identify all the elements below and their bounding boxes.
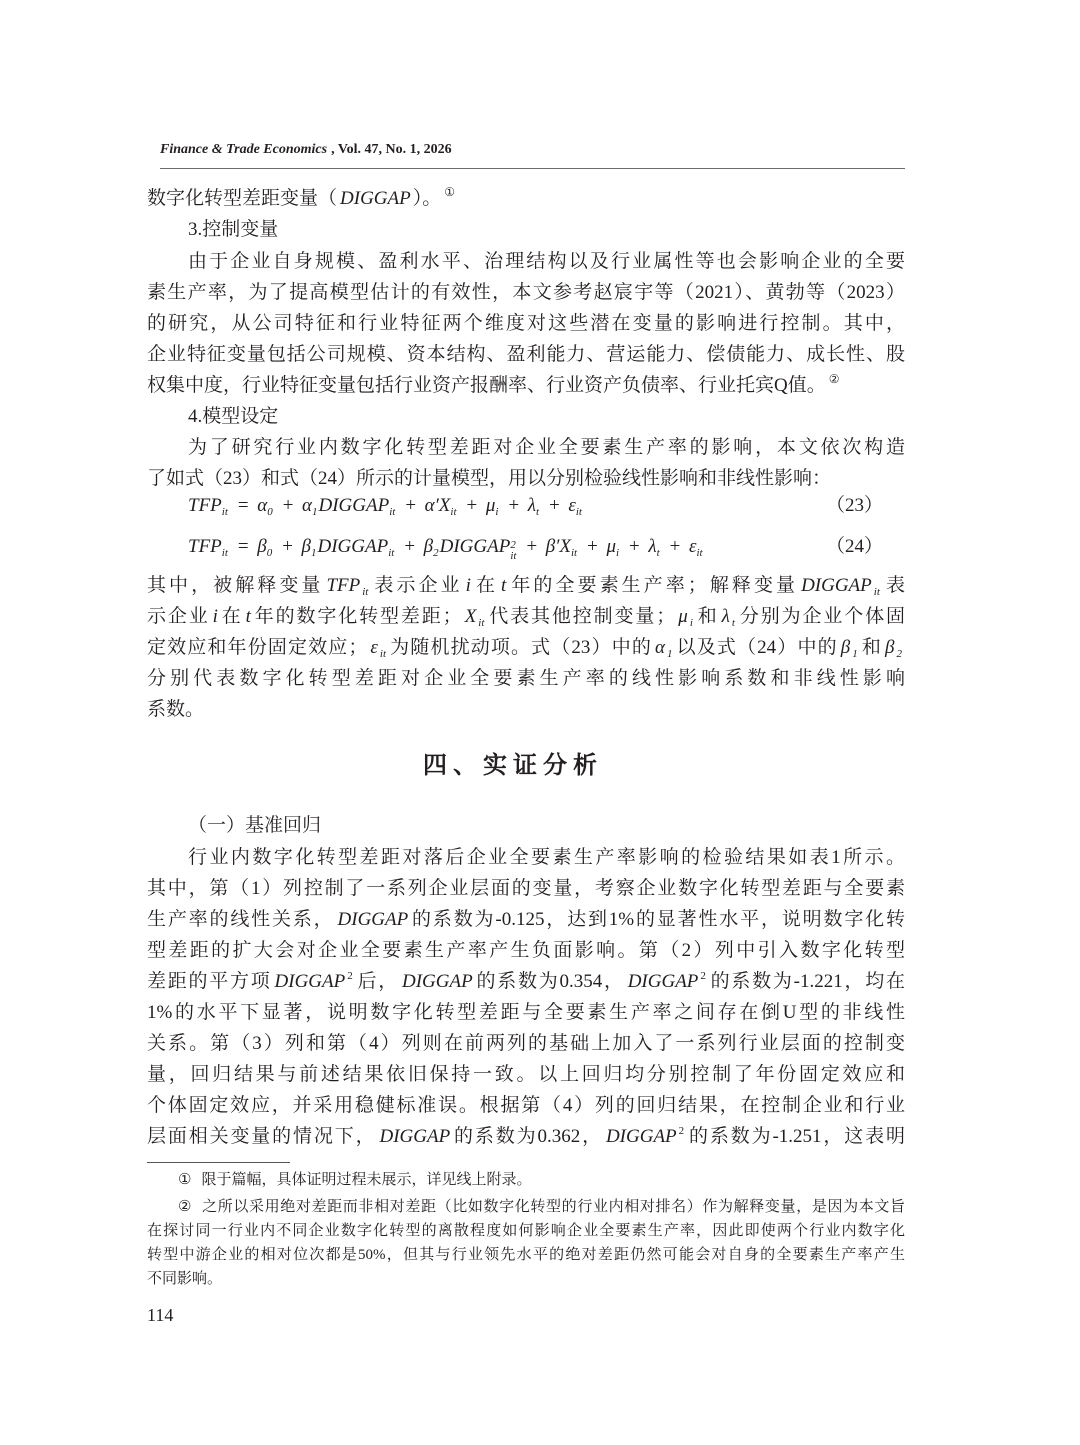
text-line: 的研究，从公司特征和行业特征两个维度对这些潜在变量的影响进行控制。其中， (147, 313, 905, 334)
variable: DIGGAP (379, 1126, 451, 1147)
subscript: it (379, 648, 387, 660)
equation-24 (188, 535, 704, 562)
text-line (147, 574, 905, 598)
text-line: 素生产率，为了提高模型估计的有效性，本文参考赵宸宇等（2021）、黄勃等（2023） (147, 282, 905, 303)
subscript: i (495, 506, 499, 518)
text-segment: 的系数为-1.251，这表明 (687, 1126, 905, 1147)
equation-23 (188, 494, 583, 518)
eq-term: + μ (578, 536, 616, 557)
text-segment: 其中，被解释变量 (147, 575, 324, 596)
footnote-2-line: 转型中游企业的相对位次都是50%，但其与行业领先水平的绝对差距仍然可能会对自身的全要素生产率产生 (147, 1247, 905, 1263)
text-line: 行业内数字化转型差距对落后企业全要素生产率影响的检验结果如表1所示。 (188, 847, 905, 868)
variable: t (501, 575, 507, 596)
text-segment: 数字化转型差距变量（ (147, 188, 338, 209)
text-line: 1%的水平下显著，说明数字化转型差距与全要素生产率之间存在倒U型的非线性 (147, 1002, 905, 1023)
variable: DIGGAP (801, 575, 872, 596)
subscript: it (221, 506, 228, 518)
variable: β (885, 637, 895, 658)
variable: X (464, 606, 477, 627)
text-line: 为了研究行业内数字化转型差距对企业全要素生产率的影响，本文依次构造 (188, 437, 905, 458)
text-line: 由于企业自身规模、盈利水平、治理结构以及行业属性等也会影响企业的全要 (188, 251, 905, 272)
eq-term: = β (228, 536, 267, 557)
journal-title: Finance & Trade Economics (160, 142, 328, 157)
text-segment: 和 (860, 637, 882, 658)
text-line: 企业特征变量包括公司规模、资本结构、盈利能力、营运能力、偿债能力、成长性、股 (147, 344, 905, 365)
subscript: 1 (312, 506, 318, 518)
variable: α (655, 637, 665, 658)
eq-term: + β′X (517, 536, 571, 557)
subscript: it (478, 617, 485, 629)
subscript: it (571, 547, 578, 559)
text-segment: 后， (355, 971, 399, 992)
text-segment: 在 (472, 575, 499, 596)
text-line: 分别代表数字化转型差距对企业全要素生产率的线性影响系数和非线性影响 (147, 668, 905, 689)
text-segment: 代表其他控制变量； (487, 606, 676, 627)
variable: DIGGAP (337, 909, 409, 930)
footnote-text: 之所以采用绝对差距而非相对差距（比如数字化转型的行业内相对排名）作为解释变量，是因为本文旨 (202, 1199, 905, 1215)
subscript: i (615, 547, 620, 559)
subscript: i (689, 617, 693, 629)
text-segment: 的系数为-0.125，达到1%的显著性水平，说明数字化转 (410, 909, 905, 930)
subscript: it (575, 506, 582, 518)
footnote-1 (178, 1170, 531, 1190)
subsection-title: 3.控制变量 (188, 219, 279, 240)
superscript: 2 (678, 1125, 685, 1137)
subscript: 0 (266, 547, 273, 559)
variable: DIGGAP (274, 971, 346, 992)
footnote-text: 限于篇幅，具体证明过程未展示，详见线上附录。 (201, 1172, 532, 1188)
eq-term: = α (228, 495, 268, 516)
text-line: 关系。第（3）列和第（4）列则在前两列的基础上加入了一系列行业层面的控制变 (147, 1033, 905, 1054)
text-segment: 的系数为-1.221，均在 (708, 971, 905, 992)
text-line: 型差距的扩大会对企业全要素生产率产生负面影响。第（2）列中引入数字化转型 (147, 940, 905, 961)
eq-term: + ε (540, 495, 576, 516)
sup-sub-stack (510, 540, 516, 562)
equation-number-23: （23） (826, 495, 884, 516)
subscript: it (873, 586, 880, 598)
eq-term: + λ (499, 495, 536, 516)
text-segment: 定效应和年份固定效应； (147, 637, 368, 658)
superscript: 2 (700, 970, 706, 982)
variable: t (245, 606, 251, 627)
eq-term: + α (273, 495, 312, 516)
text-segment: 表示企业 (371, 575, 463, 596)
superscript: 2 (510, 539, 516, 551)
text-segment: 年的数字化转型差距； (252, 606, 462, 627)
variable: DIGGAP (605, 1126, 677, 1147)
page-number: 114 (147, 1305, 174, 1325)
eq-term: + μ (457, 495, 496, 516)
eq-term: TFP (188, 495, 222, 516)
variable: ε (370, 637, 378, 658)
text-line (147, 1125, 905, 1149)
eq-term: + β (273, 536, 311, 557)
subscript: t (731, 617, 735, 629)
eq-term: TFP (188, 536, 222, 557)
eq-term: DIGGAP (439, 536, 511, 557)
variable: i (465, 575, 471, 596)
variable: λ (721, 606, 730, 627)
text-line: 其中，第（1）列控制了一系列企业层面的变量，考察企业数字化转型差距与全要素 (147, 878, 905, 899)
text-segment: 权集中度，行业特征变量包括行业资产报酬率、行业资产负债率、行业托宾Q值。 (147, 375, 826, 396)
eq-term: + λ (620, 536, 657, 557)
text-line (147, 187, 455, 211)
variable: TFP (326, 575, 361, 596)
issue-info: , Vol. 47, No. 1, 2026 (331, 142, 452, 157)
footnote-mark: ② (178, 1199, 193, 1215)
footnote-marker: ① (444, 185, 455, 199)
text-segment: 以及式（24）中的 (675, 637, 838, 658)
variable: μ (678, 606, 688, 627)
text-segment: ）。 (412, 188, 442, 209)
text-line: 量，回归结果与前述结果依旧保持一致。以上回归均分别控制了年份固定效应和 (147, 1064, 905, 1085)
text-line (147, 908, 905, 932)
text-segment: 生产率的线性关系， (147, 909, 335, 930)
text-segment: 分别为企业个体固 (737, 606, 905, 627)
text-segment: 的系数为0.354， (474, 971, 625, 992)
subscript: t (536, 506, 540, 518)
eq-term: + ε (660, 536, 697, 557)
subscript: 1 (852, 648, 858, 660)
footnote-2-line (178, 1197, 905, 1217)
text-segment: 示企业 (147, 606, 210, 627)
eq-term: DIGGAP (317, 536, 389, 557)
footnote-mark: ① (178, 1172, 192, 1188)
text-line: 系数。 (147, 699, 205, 720)
footnote-rule (147, 1162, 290, 1163)
text-segment: 在 (219, 606, 243, 627)
subscript: it (388, 547, 395, 559)
text-segment: 为随机扰动项。式（23）中的 (389, 637, 652, 658)
text-line (147, 605, 905, 629)
subscript: it (362, 586, 369, 598)
subscript: it (389, 506, 396, 518)
subscript: t (656, 547, 660, 559)
subscript: 2 (896, 648, 902, 660)
subscript: it (221, 547, 228, 559)
variable: DIGGAP (340, 188, 411, 209)
subsection-title: 4.模型设定 (188, 406, 279, 427)
subscript: 1 (666, 648, 673, 660)
subscript: it (510, 550, 517, 562)
text-segment: 差距的平方项 (147, 971, 272, 992)
variable: DIGGAP (401, 971, 473, 992)
variable: i (212, 606, 218, 627)
eq-term: + α′X (396, 495, 451, 516)
subscript: 1 (311, 547, 317, 559)
superscript: 2 (347, 970, 353, 982)
text-segment: 表 (882, 575, 905, 596)
eq-term: DIGGAP (318, 495, 390, 516)
eq-term: + β (395, 536, 434, 557)
text-segment: 年的全要素生产率；解释变量 (508, 575, 799, 596)
subscript: it (696, 547, 703, 559)
running-header (160, 141, 452, 159)
text-line (147, 970, 905, 994)
variable: DIGGAP (627, 971, 699, 992)
subscript: it (450, 506, 457, 518)
text-line (147, 374, 905, 398)
text-segment: 的系数为0.362， (452, 1126, 603, 1147)
text-line: 个体固定效应，并采用稳健标准误。根据第（4）列的回归结果，在控制企业和行业 (147, 1095, 905, 1116)
subscript: 2 (433, 547, 439, 559)
subsection-title: （一）基准回归 (188, 815, 322, 836)
equation-number-24: （24） (826, 536, 884, 557)
variable: β (840, 637, 851, 658)
footnote-marker: ② (828, 372, 840, 386)
text-line (147, 636, 905, 660)
subscript: 0 (267, 506, 273, 518)
header-rule (160, 168, 905, 169)
text-segment: 和 (695, 606, 719, 627)
section-heading: 四、实证分析 (423, 751, 603, 779)
text-segment: 层面相关变量的情况下， (147, 1126, 377, 1147)
footnote-2-line: 不同影响。 (147, 1271, 223, 1287)
text-line: 了如式（23）和式（24）所示的计量模型，用以分别检验线性影响和非线性影响： (147, 468, 832, 489)
footnote-2-line: 在探讨同一行业内不同企业数字化转型的离散程度如何影响企业全要素生产率，因此即使两个行业内数字化 (147, 1223, 905, 1239)
